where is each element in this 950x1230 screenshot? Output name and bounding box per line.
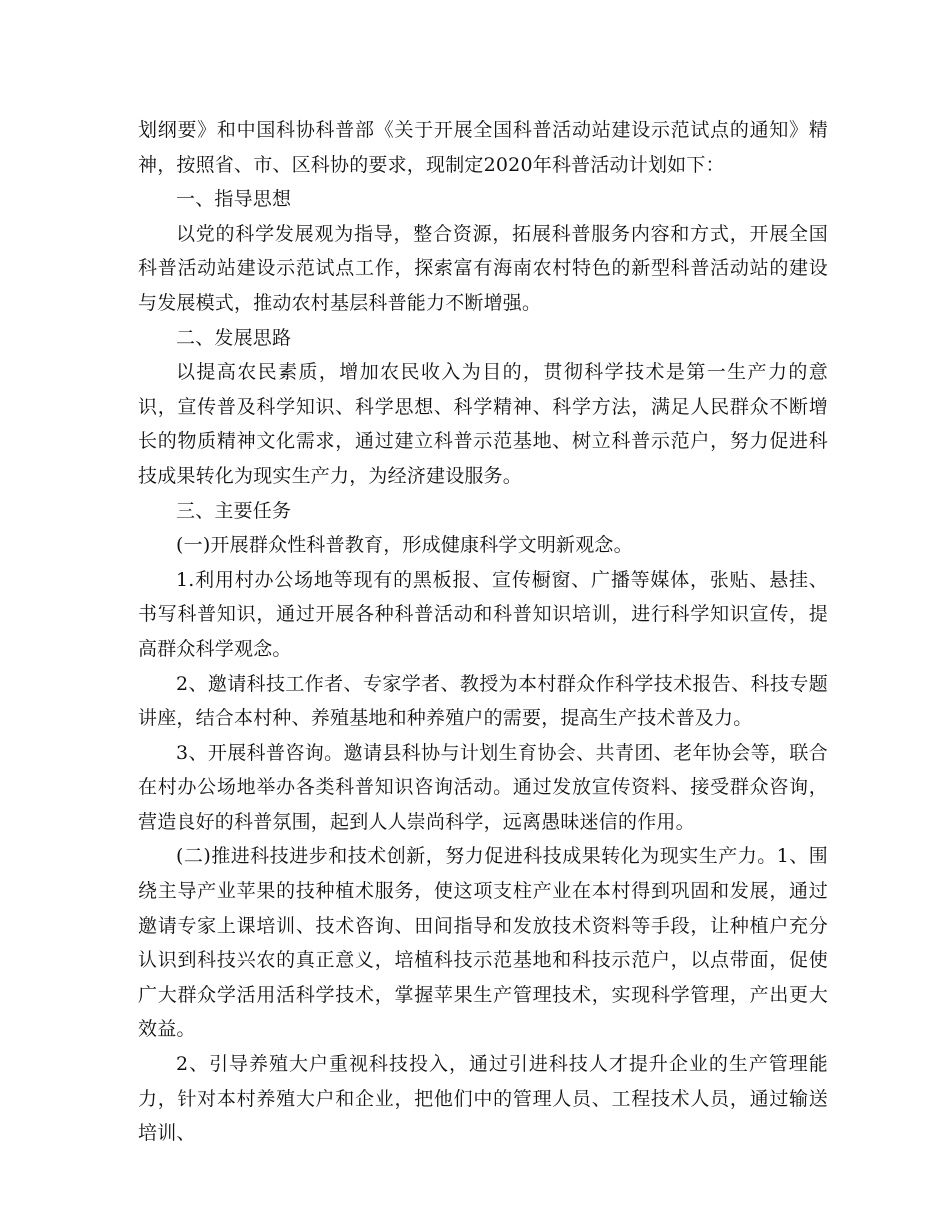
paragraph-task-2-1: (二)推进科技进步和技术创新，努力促进科技成果转化为现实生产力。1、围绕主导产业苹果的技种植术服务，使这项支柱产业在本村得到巩固和发展，通过邀请专家上课培训、技术咨询、田间指导和发放技术资料等手段，让种植户充分认识到科技兴农的真正意义，培植科技示范基地和科技示范户，以点带面，促使广大群众学活用活科学技术，掌握苹果生产管理技术，实现科学管理，产出更大效益。 <box>138 845 828 1041</box>
subsection-heading-1: (一)开展群众性科普教育，形成健康科学文明新观念。 <box>176 534 633 557</box>
document-body <box>138 113 828 1151</box>
section-heading-development-approach: 二、发展思路 <box>176 326 292 349</box>
paragraph-guiding-thought: 以党的科学发展观为指导，整合资源，拓展科普服务内容和方式，开展全国科普活动站建设示范试点工作，探索富有海南农村特色的新型科普活动站的建设与发展模式，推动农村基层科普能力不断增强。 <box>138 222 828 314</box>
paragraph-task-1-1: 1.利用村办公场地等现有的黑板报、宣传橱窗、广播等媒体，张贴、悬挂、书写科普知识，通过开展各种科普活动和科普知识培训，进行科学知识宣传，提高群众科学观念。 <box>138 568 828 660</box>
paragraph-task-1-3: 3、开展科普咨询。邀请县科协与计划生育协会、共青团、老年协会等，联合在村办公场地举办各类科普知识咨询活动。通过发放宣传资料、接受群众咨询，营造良好的科普氛围，起到人人崇尚科学，远离愚昧迷信的作用。 <box>138 741 828 833</box>
section-heading-guiding-thought: 一、指导思想 <box>176 188 292 211</box>
section-heading-main-tasks: 三、主要任务 <box>176 499 292 522</box>
paragraph-development-approach: 以提高农民素质，增加农民收入为目的，贯彻科学技术是第一生产力的意识，宣传普及科学知识、科学思想、科学精神、科学方法，满足人民群众不断增长的物质精神文化需求，通过建立科普示范基地、树立科普示范户，努力促进科技成果转化为现实生产力，为经济建设服务。 <box>138 361 828 487</box>
paragraph-intro-continuation: 划纲要》和中国科协科普部《关于开展全国科普活动站建设示范试点的通知》精神，按照省、市、区科协的要求，现制定2020年科普活动计划如下： <box>138 119 828 176</box>
paragraph-task-1-2: 2、邀请科技工作者、专家学者、教授为本村群众作科学技术报告、科技专题讲座，结合本村种、养殖基地和种养殖户的需要，提高生产技术普及力。 <box>138 672 828 730</box>
paragraph-task-2-2: 2、引导养殖大户重视科技投入，通过引进科技人才提升企业的生产管理能力，针对本村养殖大户和企业，把他们中的管理人员、工程技术人员，通过输送培训、 <box>138 1053 828 1145</box>
